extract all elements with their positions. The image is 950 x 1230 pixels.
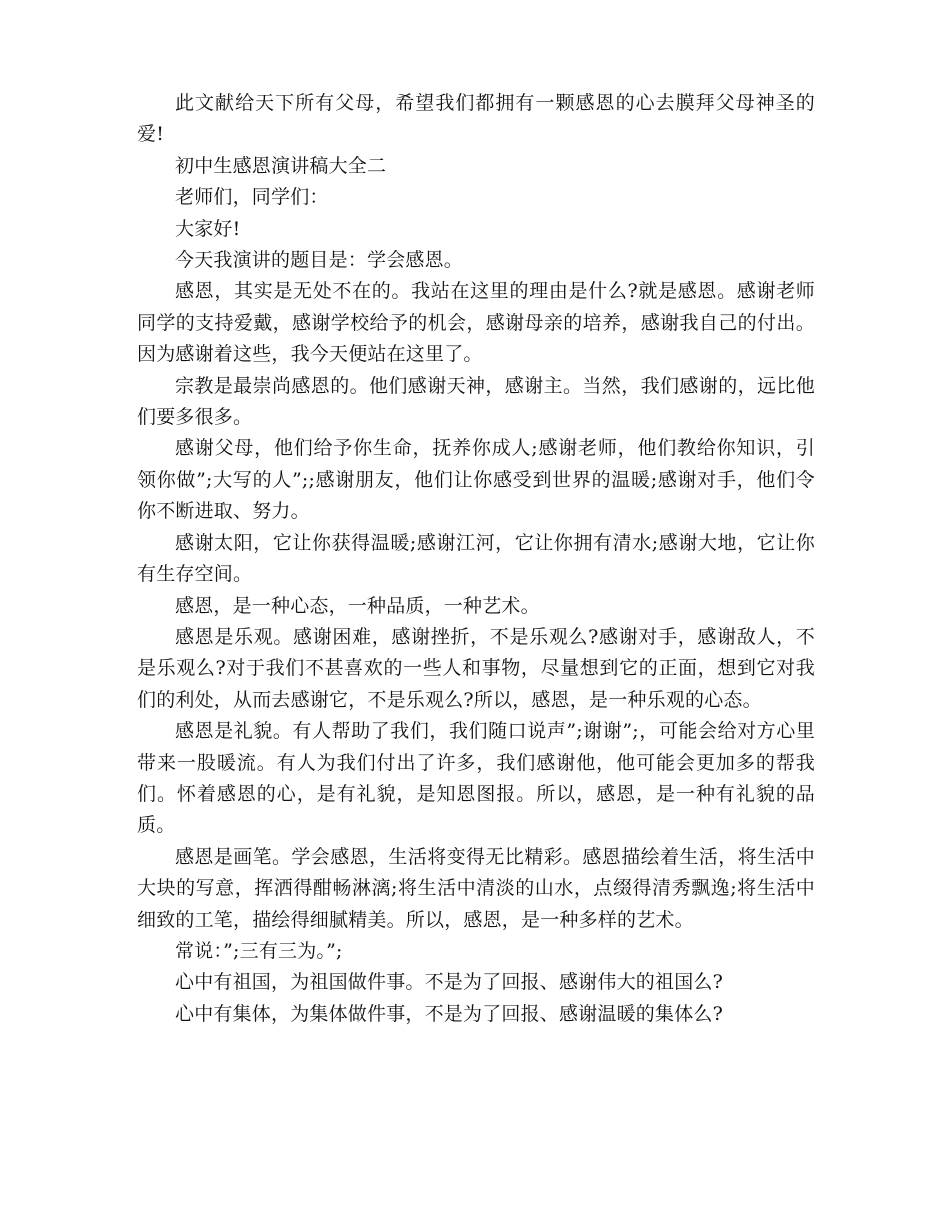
paragraph-body: 感恩是礼貌。有人帮助了我们，我们随口说声”;谢谢”;，可能会给对方心里带来一股暖流。有人为我们付出了许多，我们感谢他，他可能会更加多的帮我们。怀着感恩的心，是有礼貌，是知恩图报。所以，感恩，是一种有礼貌的品质。 xyxy=(137,720,815,837)
paragraph-body: 感恩是画笔。学会感恩，生活将变得无比精彩。感恩描绘着生活，将生活中大块的写意，挥洒得酣畅淋漓;将生活中清淡的山水，点缀得清秀飘逸;将生活中细致的工笔，描绘得细腻精美。所以，感恩，是一种多样的艺术。 xyxy=(137,845,815,931)
paragraph-body: 宗教是最崇尚感恩的。他们感谢天神，感谢主。当然，我们感谢的，远比他们要多很多。 xyxy=(137,374,815,429)
paragraph-section-title: 初中生感恩演讲稿大全二 xyxy=(175,154,387,177)
paragraph-greeting: 大家好! xyxy=(175,217,241,240)
paragraph-body: 心中有祖国，为祖国做件事。不是为了回报、感谢伟大的祖国么? xyxy=(175,971,723,994)
paragraph-body: 感恩，是一种心态，一种品质，一种艺术。 xyxy=(175,594,540,617)
paragraph-salutation: 老师们，同学们： xyxy=(175,186,329,209)
document-body xyxy=(137,88,815,1030)
paragraph-body: 心中有集体，为集体做件事，不是为了回报、感谢温暖的集体么? xyxy=(175,1002,723,1025)
paragraph-topic: 今天我演讲的题目是：学会感恩。 xyxy=(175,249,464,272)
paragraph-body: 感谢父母，他们给予你生命，抚养你成人;感谢老师，他们教给你知识，引领你做”;大写的人”;;感谢朋友，他们让你感受到世界的温暖;感谢对手，他们令你不断进取、努力。 xyxy=(137,437,815,523)
paragraph-body: 常说：”;三有三为。”; xyxy=(175,939,343,962)
paragraph-body: 感谢太阳，它让你获得温暖;感谢江河，它让你拥有清水;感谢大地，它让你有生存空间。 xyxy=(137,531,815,586)
paragraph-dedication: 此文献给天下所有父母，希望我们都拥有一颗感恩的心去膜拜父母神圣的爱! xyxy=(137,92,815,146)
paragraph-body: 感恩，其实是无处不在的。我站在这里的理由是什么?就是感恩。感谢老师同学的支持爱戴，感谢学校给予的机会，感谢母亲的培养，感谢我自己的付出。因为感谢着这些，我今天便站在这里了。 xyxy=(137,280,815,366)
paragraph-body: 感恩是乐观。感谢困难，感谢挫折，不是乐观么?感谢对手，感谢敌人，不是乐观么?对于我们不甚喜欢的一些人和事物，尽量想到它的正面，想到它对我们的利处，从而去感谢它，不是乐观么?所以，感恩，是一种乐观的心态。 xyxy=(137,625,815,711)
